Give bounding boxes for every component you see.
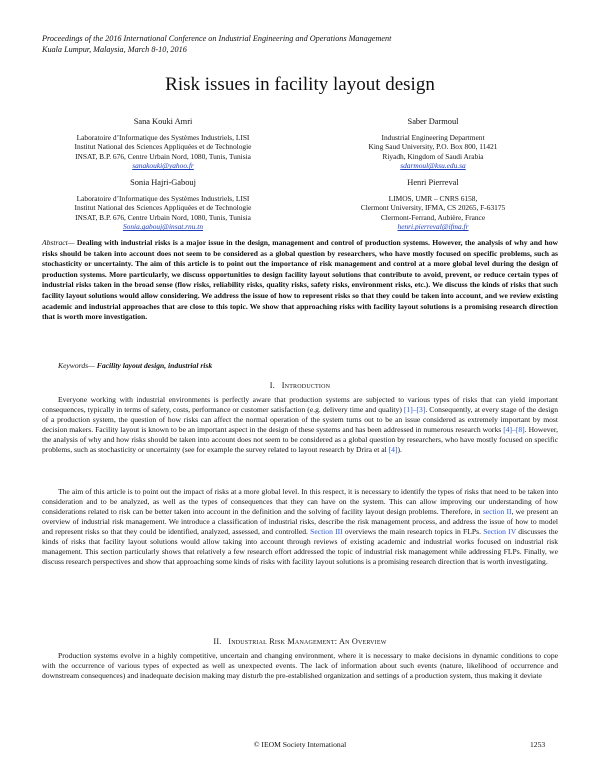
section-number: II. [213, 637, 222, 646]
author-affiliation: Clermont University, IFMA, CS 20265, F-63175 [360, 203, 506, 213]
section-heading-introduction [0, 381, 600, 390]
author-email-link[interactable]: sanakouki@yahoo.fr [132, 161, 194, 171]
paragraph-text: Production systems evolve in a highly competitive, uncertain and changing environment, where it is necessary to make decisions in dynamic conditions to cope with the occurrence of various types of expected as well as unexpected events. The lack of information about such events (nature, likelihood of occurrence and downstream consequences) and inadequate decision making may disturb the pre-established organization and settings of a production system, thus making it deviate [42, 651, 558, 681]
abstract-label: Abstract— [42, 238, 75, 247]
section-title: Industrial Risk Management: An Overview [228, 637, 387, 646]
author-name: Saber Darmoul [407, 117, 459, 126]
section-link[interactable]: Section IV [483, 527, 517, 537]
section-number: I. [269, 381, 275, 390]
proceedings-header [42, 34, 391, 55]
abstract-text: Dealing with industrial risks is a major issue in the design, management and control of production systems. However, the analysis of why and how risks should be taken into account does not seem to be considered as a global question by researchers, who have mostly focused on specific problems, such as stochasticity or uncertainty. The aim of this article is to point out the importance of risk management and control at a more global level during the design of production systems. More particularly, we discuss opportunities to design facility layout solutions that contribute to avoid, prevent, or reduce certain types of industrial risks taken in the broad sense (flow risks, reliability risks, quality risks, safety risks, environment risks, etc.). We discuss the kinds of risks that such facility layout solutions would allow considering. We address the issue of how to represent risks so that they could be taken into account, and we review existing academic and industrial approaches that are close to this topic. We show that approaching risks with facility layout solutions is a promising research direction that is worth more investigation. [42, 238, 558, 322]
section-title: Introduction [281, 381, 331, 390]
intro-paragraph-1 [42, 395, 558, 455]
author-affiliation: INSAT, B.P. 676, Centre Urbain Nord, 1080, Tunis, Tunisia [75, 212, 251, 222]
section2-paragraph-1 [42, 651, 558, 681]
author-name: Sana Kouki Amri [133, 117, 193, 126]
author-email-link[interactable]: henri.pierreval@ifma.fr [397, 222, 469, 232]
paragraph-text: . However, the analysis of why and how risks should be taken into account does not seem to be considered as a global question by researchers, who have mostly focused on specific problems, such as stochasticity or uncertainty (see for example the survey related to layout research by Drira et al [42, 425, 559, 455]
abstract [42, 238, 558, 323]
paper-title: Risk issues in facility layout design [165, 74, 435, 95]
author-affiliation: LIMOS, UMR – CNRS 6158, [388, 193, 478, 203]
paragraph-text: overviews the main research topics in FLPs. [342, 527, 484, 537]
author-affiliation: Industrial Engineering Department [381, 132, 485, 142]
author-name: Henri Pierreval [407, 178, 459, 187]
author-affiliation: INSAT, B.P. 676, Centre Urbain Nord, 1080, Tunis, Tunisia [75, 151, 251, 161]
paragraph-text: , we present an overview of industrial risk management. We introduce a classification of industrial risks, describe the risk management process, and address the issue of how to model and represent risks so that they could be identified, analyzed, assessed, and controlled. [42, 507, 559, 537]
intro-paragraph-2 [42, 487, 558, 567]
author-block-4 [318, 178, 548, 232]
keywords [58, 361, 212, 370]
section-link[interactable]: Section III [310, 527, 343, 537]
citation-link[interactable]: [4]–[8] [503, 425, 525, 435]
author-block-3 [48, 178, 278, 232]
keywords-label: Keywords— [58, 361, 95, 370]
citation-link[interactable]: [1]–[3] [403, 405, 426, 415]
paragraph-text: ). [397, 445, 402, 455]
footer-copyright: © IEOM Society International [253, 740, 347, 749]
author-affiliation: King Saud University, P.O. Box 800, 11421 [368, 142, 498, 152]
author-affiliation: Laboratoire d’Informatique des Systèmes Industriels, LISI [76, 132, 250, 142]
section-link[interactable]: section II [482, 507, 512, 517]
section-heading-risk-management [0, 637, 600, 646]
author-affiliation: Institut National des Sciences Appliquées et de Technologie [74, 142, 252, 152]
proceedings-line-1: Proceedings of the 2016 International Conference on Industrial Engineering and Operations Management [42, 34, 392, 43]
author-affiliation: Riyadh, Kingdom of Saudi Arabia [382, 151, 484, 161]
paragraph-text: Everyone working with industrial environments is perfectly aware that production systems are subjected to various types of risks that can yield important consequences, typically in terms of safety, costs, performance or customer satisfaction (e.g. delivery time and quality) [42, 395, 558, 415]
author-affiliation: Clermont-Ferrand, Aubière, France [380, 212, 486, 222]
page-number: 1253 [530, 740, 546, 749]
paragraph-text: The aim of this article is to point out the impact of risks at a more global level. In this respect, it is necessary to identify the types of risks that need to be taken into consideration and to be analyzed, as well as the types of consequences that they can have on the system. This can allow improving our understanding of how considerations related to risk can be better taken into account in the definition and the solving of facility layout design problems. Therefore, in [42, 487, 558, 517]
proceedings-line-2: Kuala Lumpur, Malaysia, March 8-10, 2016 [42, 44, 187, 54]
paragraph-text: . Consequently, at every stage of the design of a production system, the question of how risks can affect the normal operation of the system turns out to be an issue considered as extremely important by most decision makers. Facility layout is known to be an important aspect in the design of these systems and has been addressed in numerous research works [42, 405, 558, 435]
author-block-1 [48, 117, 278, 171]
author-email-link[interactable]: sdarmoul@ksu.edu.sa [400, 161, 466, 171]
author-email-link[interactable]: Sonia.gabouj@insat.rnu.tn [122, 222, 204, 232]
author-affiliation: Institut National des Sciences Appliquées et de Technologie [74, 203, 252, 213]
author-block-2 [318, 117, 548, 171]
author-affiliation: Laboratoire d’Informatique des Systèmes Industriels, LISI [76, 193, 250, 203]
author-name: Sonia Hajri-Gabouj [130, 178, 196, 187]
paragraph-text: discusses the kinds of risks that facility layout solutions would allow taking into account through reviews of existing academic and industrial works focused on industrial risk management. This section particularly shows that relatively a few research effort addressed the topic of industrial risk management while addressing FLPs. Finally, we discuss research perspectives and show that approaching some kinds of risks with facility layout solutions is a promising research direction that is worth investigating. [42, 527, 558, 567]
keywords-text: Facility layout design, industrial risk [96, 361, 213, 370]
citation-link[interactable]: [4] [388, 445, 398, 455]
